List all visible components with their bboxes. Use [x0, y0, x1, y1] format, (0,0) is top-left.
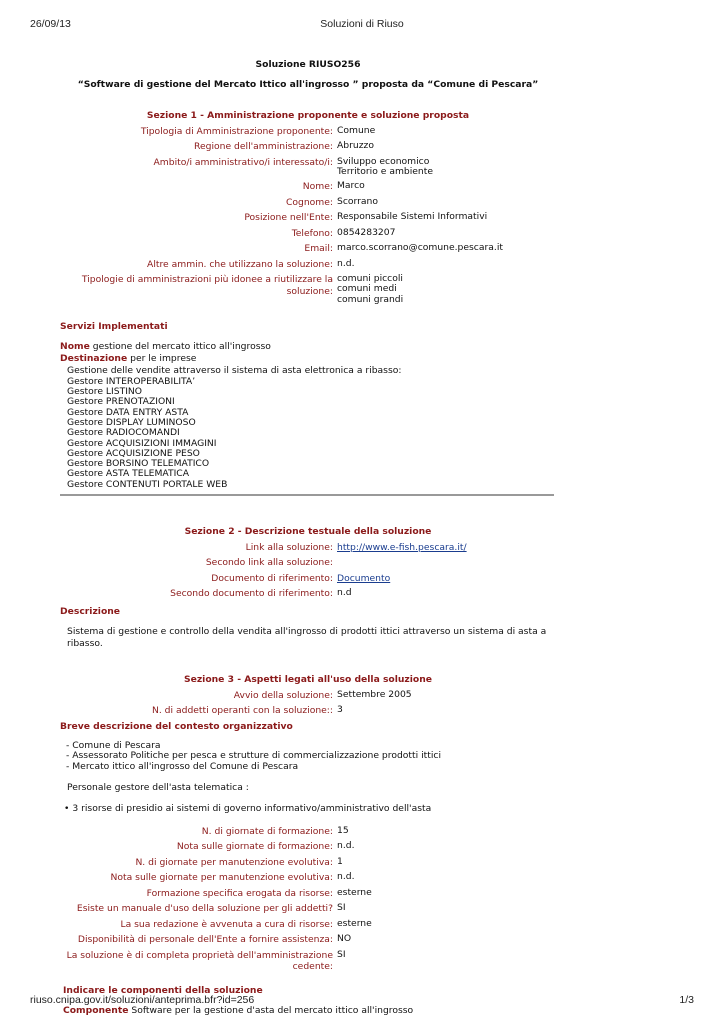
- servizio-line: Gestore ACQUISIZIONI IMMAGINI: [67, 437, 217, 449]
- field-value: n.d.: [337, 840, 355, 852]
- field-row: [60, 181, 556, 197]
- field-label: Tipologie di amministrazioni più idonee a riutilizzare la soluzione:: [81, 274, 333, 297]
- print-header: [30, 18, 694, 32]
- servizio-line: Gestore DATA ENTRY ASTA: [67, 406, 189, 418]
- page-number: 1/3: [679, 994, 694, 1006]
- field-row: [60, 690, 556, 706]
- field-row: [60, 212, 556, 228]
- field-row: [60, 588, 556, 604]
- field-row: [60, 228, 556, 244]
- field-row: [60, 542, 556, 558]
- field-row: [60, 919, 556, 935]
- field-row: [60, 903, 556, 919]
- field-label: Nota sulle giornate di formazione:: [176, 841, 333, 853]
- field-value: Marco: [337, 180, 365, 192]
- field-value: 0854283207: [337, 226, 396, 238]
- personale-bullet: • 3 risorse di presidio ai sistemi di governo informativo/amministrativo dell'asta: [64, 803, 432, 815]
- destinazione-value: per le imprese: [130, 352, 197, 364]
- field-label: Secondo link alla soluzione:: [205, 557, 333, 569]
- field-row: [60, 872, 556, 888]
- field-label: La sua redazione è avvenuta a cura di risorse:: [120, 918, 333, 930]
- field-row: [60, 857, 556, 873]
- field-row: [60, 157, 556, 182]
- field-value: comuni piccoli comuni medi comuni grandi: [337, 273, 404, 305]
- field-value: SI: [337, 902, 346, 914]
- field-value: 1: [337, 855, 343, 867]
- servizi-list: [60, 366, 556, 490]
- field-label: Posizione nell'Ente:: [244, 212, 333, 224]
- field-label: N. di giornate per manutenzione evolutiva:: [135, 856, 333, 868]
- componente-value: Software per la gestione d'asta del mercato ittico all'ingrosso: [131, 1005, 414, 1017]
- section3-title: Sezione 3 - Aspetti legati all'uso della soluzione: [183, 674, 433, 686]
- print-url: riuso.cnipa.gov.it/soluzioni/anteprima.bfr?id=256: [30, 994, 255, 1006]
- servizio-line: Gestore RADIOCOMANDI: [67, 427, 180, 439]
- print-title: Soluzioni di Riuso: [320, 18, 404, 30]
- field-row: [60, 126, 556, 142]
- contesto-list: [60, 741, 556, 772]
- field-value: marco.scorrano@comune.pescara.it: [337, 242, 503, 254]
- field-value: n.d: [337, 587, 352, 599]
- print-date: 26/09/13: [30, 18, 71, 30]
- field-label: Esiste un manuale d'uso della soluzione per gli addetti?: [76, 903, 333, 915]
- contesto-line: - Comune di Pescara: [66, 740, 161, 752]
- componenti-heading: Indicare le componenti della soluzione: [63, 984, 263, 996]
- servizio-line: Gestore CONTENUTI PORTALE WEB: [67, 478, 228, 490]
- field-value: Comune: [337, 124, 376, 136]
- field-label: N. di giornate di formazione:: [201, 825, 333, 837]
- field-label: Formazione specifica erogata da risorse:: [146, 887, 333, 899]
- nome-label: Nome: [60, 341, 90, 353]
- field-label: Ambito/i amministrativo/i interessato/i:: [153, 156, 333, 168]
- personale-text: Personale gestore dell'asta telematica :: [67, 781, 249, 793]
- section3-table-b: [60, 826, 556, 977]
- servizio-destinazione: [60, 353, 556, 365]
- section1-title: Sezione 1 - Amministrazione proponente e soluzione proposta: [146, 110, 470, 121]
- field-row: [60, 557, 556, 573]
- descrizione-heading: Descrizione: [60, 605, 121, 617]
- nome-value: gestione del mercato ittico all'ingrosso: [92, 341, 271, 353]
- field-row: [60, 197, 556, 213]
- section2-title: Sezione 2 - Descrizione testuale della soluzione: [184, 526, 432, 538]
- servizio-nome: [60, 341, 556, 353]
- field-row: [60, 888, 556, 904]
- servizio-line: Gestore ACQUISIZIONE PESO: [67, 447, 200, 459]
- field-value: esterne: [337, 886, 372, 898]
- servizio-line: Gestore PRENOTAZIONI: [67, 396, 175, 408]
- field-label: Telefono:: [291, 227, 333, 239]
- field-row: [60, 259, 556, 275]
- field-value: Sviluppo economico Territorio e ambiente: [337, 155, 434, 177]
- field-row: [60, 141, 556, 157]
- field-label: Tipologia di Amministrazione proponente:: [140, 125, 333, 137]
- section1-table: [60, 126, 556, 309]
- section3-table-a: [60, 690, 556, 721]
- servizio-line: Gestore LISTINO: [67, 386, 143, 398]
- contesto-heading: Breve descrizione del contesto organizzativo: [60, 720, 293, 732]
- field-label: Avvio della soluzione:: [233, 689, 333, 701]
- field-value: [337, 542, 556, 558]
- field-link[interactable]: http://www.e-fish.pescara.it/: [337, 541, 467, 553]
- field-row: [60, 274, 556, 309]
- field-row: [60, 573, 556, 589]
- field-row: [60, 934, 556, 950]
- servizio-line: Gestore ASTA TELEMATICA: [67, 468, 190, 480]
- section2-table: [60, 542, 556, 604]
- field-row: [60, 950, 556, 977]
- field-label: La soluzione è di completa proprietà dell'amministrazione cedente:: [66, 949, 333, 973]
- descrizione-text: Sistema di gestione e controllo della vendita all'ingrosso di prodotti ittici attraverso un sistema di asta a ribasso.: [67, 626, 547, 649]
- contesto-line: - Mercato ittico all'ingrosso del Comune di Pescara: [66, 760, 299, 772]
- destinazione-label: Destinazione: [60, 352, 128, 364]
- field-value: [337, 557, 556, 573]
- servizio-line: Gestore BORSINO TELEMATICO: [67, 458, 210, 470]
- field-value: Settembre 2005: [337, 688, 412, 700]
- field-value: n.d.: [337, 257, 355, 269]
- field-value: Responsabile Sistemi Informativi: [337, 211, 488, 223]
- componente-label: Componente: [63, 1005, 129, 1017]
- field-value: 3: [337, 704, 343, 716]
- field-row: [60, 841, 556, 857]
- field-label: Email:: [304, 243, 333, 255]
- servizio-line: Gestore DISPLAY LUMINOSO: [67, 416, 196, 428]
- field-value: SI: [337, 948, 346, 960]
- field-value: n.d.: [337, 871, 355, 883]
- field-value: 15: [337, 824, 349, 836]
- field-value: esterne: [337, 917, 372, 929]
- field-label: Link alla soluzione:: [245, 541, 333, 553]
- solution-id: Soluzione RIUSO256: [255, 59, 361, 70]
- contesto-line: - Assessorato Politiche per pesca e strutture di commercializzazione prodotti ittici: [66, 750, 442, 762]
- field-label: Cognome:: [285, 196, 333, 208]
- field-value: [337, 573, 556, 589]
- field-link[interactable]: Documento: [337, 572, 391, 584]
- field-label: N. di addetti operanti con la soluzione::: [151, 705, 333, 717]
- field-label: Nota sulle giornate per manutenzione evolutiva:: [110, 872, 333, 884]
- servizio-line: Gestore INTEROPERABILITA’: [67, 375, 196, 387]
- field-value: Abruzzo: [337, 140, 374, 151]
- servizio-line: Gestione delle vendite attraverso il sistema di asta elettronica a ribasso:: [67, 365, 402, 377]
- field-row: [60, 826, 556, 842]
- field-row: [60, 243, 556, 259]
- divider: [60, 494, 554, 496]
- print-footer: [30, 994, 694, 1008]
- field-row: [60, 705, 556, 721]
- field-label: Secondo documento di riferimento:: [170, 588, 333, 600]
- field-label: Nome:: [302, 181, 333, 193]
- servizi-heading: Servizi Implementati: [60, 320, 168, 332]
- field-label: Disponibilità di personale dell'Ente a fornire assistenza:: [77, 934, 333, 946]
- field-label: Documento di riferimento:: [211, 572, 333, 584]
- solution-subtitle: “Software di gestione del Mercato Ittico all'ingrosso ” proposta da “Comune di Pescara”: [77, 78, 539, 90]
- field-value: NO: [337, 933, 352, 945]
- field-value: Scorrano: [337, 195, 378, 207]
- field-label: Regione dell'amministrazione:: [194, 141, 333, 152]
- field-label: Altre ammin. che utilizzano la soluzione:: [147, 258, 333, 270]
